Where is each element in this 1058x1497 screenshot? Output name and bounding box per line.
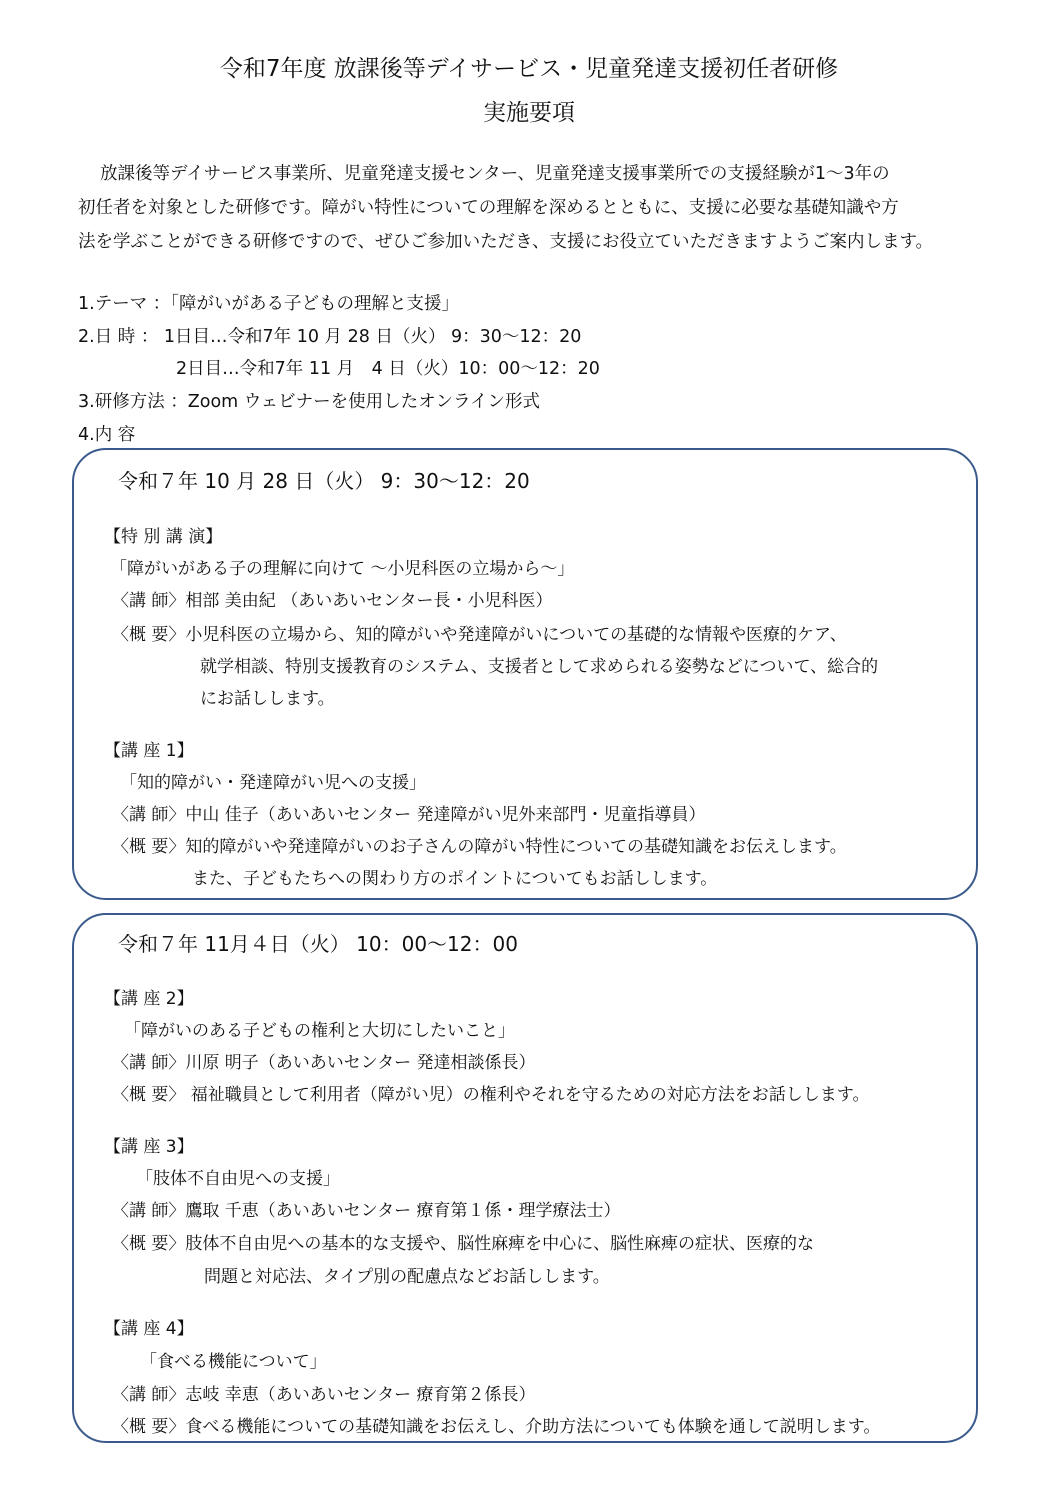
course-2-heading: 【講 座 2】 (104, 989, 194, 1009)
course-3-summary-2: 問題と対応法、タイプ別の配慮点などお話しします。 (204, 1267, 610, 1287)
special-lecture-summary-2: 就学相談、特別支援教育のシステム、支援者として求められる姿勢などについて、総合的 (200, 657, 879, 677)
special-lecture-lecturer: 〈講 師〉相部 美由紀 （あいあいセンター長・小児科医） (112, 591, 553, 611)
course-3-heading: 【講 座 3】 (104, 1137, 194, 1157)
course-3-lecturer: 〈講 師〉鷹取 千恵（あいあいセンター 療育第１係・理学療法士） (112, 1201, 621, 1221)
course-3-title: 「肢体不自由児への支援」 (136, 1169, 340, 1189)
outline-date-1: 2.日 時 ： 1日目…令和7年 10 月 28 日（火） 9：30～12：20 (78, 327, 582, 347)
special-lecture-summary-1: 〈概 要〉小児科医の立場から、知的障がいや発達障がいについての基礎的な情報や医療的ケア、 (112, 625, 847, 645)
course-1-title: 「知的障がい・発達障がい児への支援」 (120, 773, 426, 793)
course-2-summary-1: 〈概 要〉 福祉職員として利用者（障がい児）の権利やそれを守るための対応方法をお話しします。 (112, 1085, 870, 1105)
outline-method: 3.研修方法 ：Zoom ウェビナーを使用したオンライン形式 (78, 392, 541, 412)
intro-line-3: 法を学ぶことができる研修ですので、ぜひご参加いただき、支援にお役立ていただきますようご案内します。 (78, 232, 934, 252)
course-4-heading: 【講 座 4】 (104, 1319, 194, 1339)
session-2-date: 令和７年 11月４日（火） 10：00～12：00 (118, 932, 518, 956)
intro-line-2: 初任者を対象とした研修です。障がい特性についての理解を深めるとともに、支援に必要な基礎知識や方 (78, 198, 899, 218)
course-1-summary-1: 〈概 要〉知的障がいや発達障がいのお子さんの障がい特性についての基礎知識をお伝えします。 (112, 837, 847, 857)
course-4-lecturer: 〈講 師〉志岐 幸恵（あいあいセンター 療育第２係長） (112, 1385, 536, 1405)
outline-date-2: 2日目…令和7年 11 月 4 日（火）10：00～12：20 (176, 359, 600, 379)
course-1-summary-2: また、子どもたちへの関わり方のポイントについてもお話しします。 (192, 869, 718, 889)
course-4-summary-1: 〈概 要〉食べる機能についての基礎知識をお伝えし、介助方法についても体験を通して説明します。 (112, 1417, 881, 1437)
course-2-title: 「障がいのある子どもの権利と大切にしたいこと」 (124, 1021, 515, 1041)
intro-line-1: 放課後等デイサービス事業所、児童発達支援センター、児童発達支援事業所での支援経験が1～3年の (100, 164, 890, 184)
page-title: 令和7年度 放課後等デイサービス・児童発達支援初任者研修 (219, 56, 839, 82)
course-4-title: 「食べる機能について」 (140, 1352, 327, 1372)
special-lecture-summary-3: にお話しします。 (200, 689, 335, 709)
special-lecture-title: 「障がいがある子の理解に向けて ～小児科医の立場から～」 (110, 559, 575, 579)
course-3-summary-1: 〈概 要〉肢体不自由児への基本的な支援や、脳性麻痺を中心に、脳性麻痺の症状、医療的な (112, 1234, 815, 1254)
outline-theme: 1.テーマ ：「障がいがある子どもの理解と支援」 (78, 294, 460, 314)
course-2-lecturer: 〈講 師〉川原 明子（あいあいセンター 発達相談係長） (112, 1053, 536, 1073)
session-1-date: 令和７年 10 月 28 日（火） 9：30～12：20 (118, 469, 530, 493)
course-1-lecturer: 〈講 師〉中山 佳子（あいあいセンター 発達障がい児外来部門・児童指導員） (112, 805, 706, 825)
page-subtitle: 実施要項 (483, 100, 575, 126)
outline-content: 4.内 容 (78, 425, 136, 445)
course-1-heading: 【講 座 1】 (104, 741, 194, 761)
special-lecture-heading: 【特 別 講 演】 (104, 527, 223, 547)
